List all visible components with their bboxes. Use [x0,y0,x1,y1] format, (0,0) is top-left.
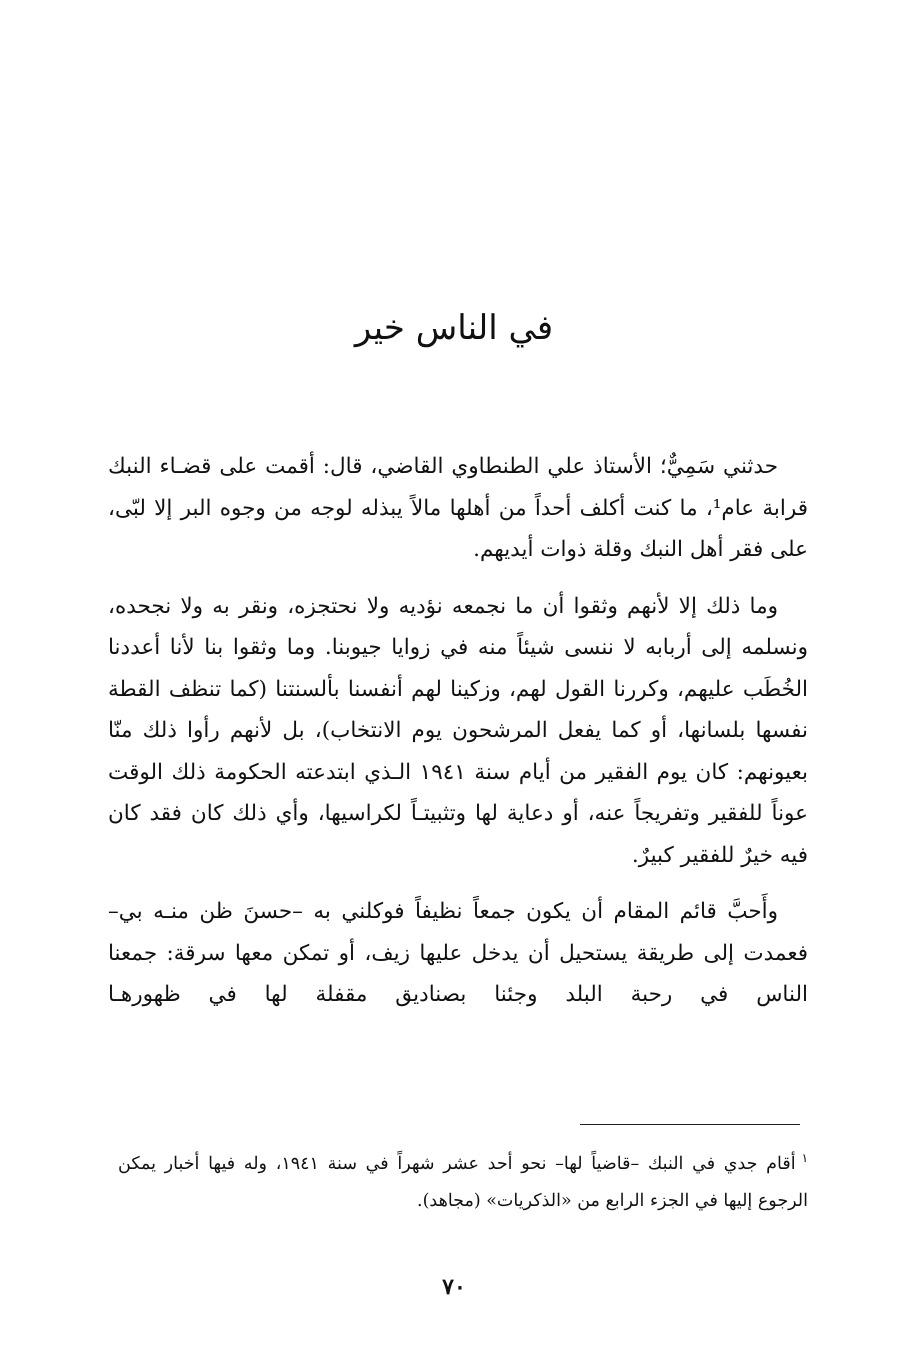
footnote-1 [118,1140,808,1220]
footnote-text: أقام جدي في النبك –قاضياً لها– نحو أحد عشر شهراً في سنة ١٩٤١، وله فيها أخبار يمكن الرجوع إليها في الجزء الرابع من «الذكريات» (مجاهد). [118,1153,808,1211]
chapter-title: في الناس خير [354,308,554,348]
paragraph-3: وأَحبَّ قائم المقام أن يكون جمعاً نظيفاً فوكلني به –حسنَ ظن منـه بي– فعمدت إلى طريقة يستحيل أن يدخل عليها زيف، أو تمكن معها سرقة: جمعنا الناس في رحبة البلد وجئنا بصناديق مقفلة لها في ظهورهـا [108,899,808,1007]
paragraph-2: وما ذلك إلا لأنهم وثقوا أن ما نجمعه نؤديه ولا نحتجزه، ونقر به ولا نجحده، ونسلمه إلى أربابه لا ننسى شيئاً منه في زوايا جيوبنا. وما وثقوا بنا لأنا أعددنا الخُطَب عليهم، وكررنا القول لهم، وزكينا لهم أنفسنا بألسنتنا (كما تنظف القطة نفسها بلسانها، أو كما يفعل المرشحون يوم الانتخاب)، بل لأنهم رأوا ذلك منّا بعيونهم: كان يوم الفقير من أيام سنة ١٩٤١ الـذي ابتدعته الحكومة ذلك الوقت عوناً للفقير وتفريجاً عنه، أو دعاية لها وتثبيتـاً لكراسيها، وأي ذلك كان فقد كان فيه خيرٌ للفقير كبيرٌ. [108,593,809,868]
page-number: ٧٠ [442,1274,466,1300]
body-text [108,446,808,1031]
footnotes [118,1140,808,1220]
footnote-marker: ١ [801,1151,809,1165]
paragraph-1: حدثني سَمِيٌّ؛ الأستاذ علي الطنطاوي القاضي، قال: أقمت على قضـاء النبك قرابة عام¹، ما كنت أكلف أحداً من أهلها مالاً يبذله لوجه من وجوه البر إلا لبّى، على فقر أهل النبك وقلة ذوات أيديهم. [108,454,808,562]
footnote-separator [580,1124,800,1125]
